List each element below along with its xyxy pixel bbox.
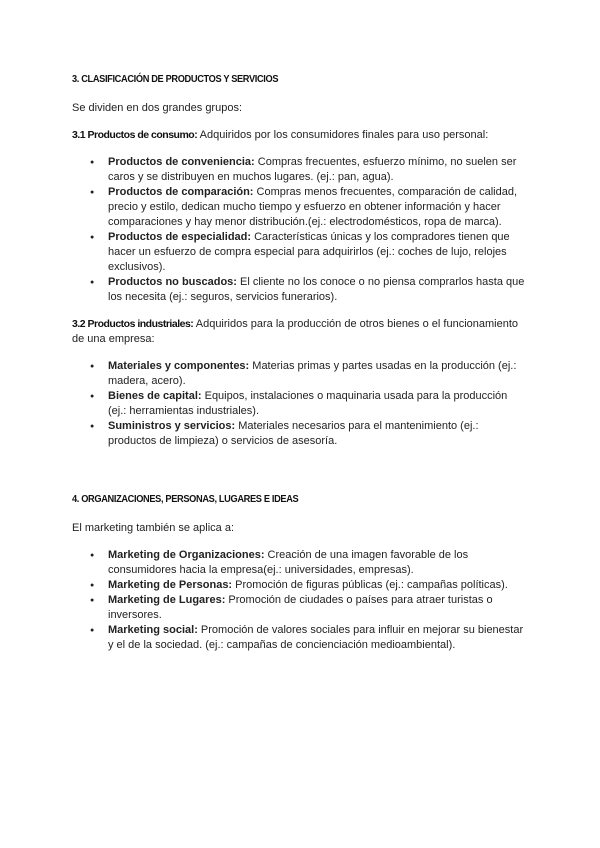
industriales-label: 3.2 Productos industriales: <box>72 318 194 330</box>
item-text: Creación de una imagen favorable de los consumidores hacia la empresa(ej.: universidades, empresas). <box>108 549 469 576</box>
item-text: Materiales necesarios para el mantenimiento (ej.: productos de limpieza) o servicios de asesoría. <box>108 420 479 447</box>
consumo-list <box>72 155 528 305</box>
list-item <box>108 275 528 305</box>
item-term: Marketing de Personas: <box>108 579 233 591</box>
item-term: Productos de comparación: <box>108 186 254 198</box>
consumo-desc: Adquiridos por los consumidores finales para uso personal: <box>197 129 489 141</box>
list-item <box>108 578 528 593</box>
list-item <box>108 230 528 275</box>
document-page <box>72 70 528 653</box>
item-term: Marketing de Organizaciones: <box>108 549 265 561</box>
item-text: Compras frecuentes, esfuerzo mínimo, no suelen ser caros y se distribuyen en muchos lugares. (ej.: pan, agua). <box>108 156 517 183</box>
consumo-label: 3.1 Productos de consumo: <box>72 129 198 141</box>
consumo-paragraph <box>72 128 528 143</box>
item-text: Características únicas y los compradores tienen que hacer un esfuerzo de compra especial para adquirirlos (ej.: coches de lujo, relojes exclusivos). <box>108 231 510 273</box>
item-term: Suministros y servicios: <box>108 420 236 432</box>
marketing-list <box>72 548 528 653</box>
list-item <box>108 593 528 623</box>
list-item <box>108 155 528 185</box>
list-item <box>108 185 528 230</box>
list-item <box>108 389 528 419</box>
item-text: Promoción de figuras públicas (ej.: campañas políticas). <box>232 579 508 591</box>
list-item <box>108 419 528 449</box>
item-term: Productos de conveniencia: <box>108 156 255 168</box>
industriales-list <box>72 359 528 449</box>
industriales-paragraph <box>72 317 528 347</box>
section-4-heading: 4. ORGANIZACIONES, PERSONAS, LUGARES E IDEAS <box>72 493 299 505</box>
item-term: Productos de especialidad: <box>108 231 252 243</box>
item-text: Materias primas y partes usadas en la producción (ej.: madera, acero). <box>108 360 517 387</box>
item-text: El cliente no los conoce o no piensa comprarlos hasta que los necesita (ej.: seguros, servicios funerarios). <box>108 276 525 303</box>
item-term: Marketing de Lugares: <box>108 594 226 606</box>
list-item <box>108 359 528 389</box>
list-item <box>108 548 528 578</box>
industriales-desc: Adquiridos para la producción de otros bienes o el funcionamiento de una empresa: <box>72 318 519 345</box>
item-term: Bienes de capital: <box>108 390 202 402</box>
item-text: Equipos, instalaciones o maquinaria usada para la producción (ej.: herramientas industriales). <box>108 390 508 417</box>
section-3-intro: Se dividen en dos grandes grupos: <box>72 102 243 114</box>
item-term: Marketing social: <box>108 624 198 636</box>
item-term: Productos no buscados: <box>108 276 237 288</box>
section-3-heading: 3. CLASIFICACIÓN DE PRODUCTOS Y SERVICIOS <box>72 73 279 85</box>
list-item <box>108 623 528 653</box>
item-text: Compras menos frecuentes, comparación de calidad, precio y estilo, dedican mucho tiempo y esfuerzo en obtener información y hacer comparaciones y hay menor distribución.(ej.: electrodomésticos, ropa de marca). <box>108 186 518 228</box>
item-term: Materiales y componentes: <box>108 360 250 372</box>
item-text: Promoción de valores sociales para influir en mejorar su bienestar y el de la sociedad. (ej.: campañas de concienciación medioambiental). <box>108 624 524 651</box>
item-text: Promoción de ciudades o países para atraer turistas o inversores. <box>108 594 493 621</box>
section-4-intro: El marketing también se aplica a: <box>72 522 235 534</box>
